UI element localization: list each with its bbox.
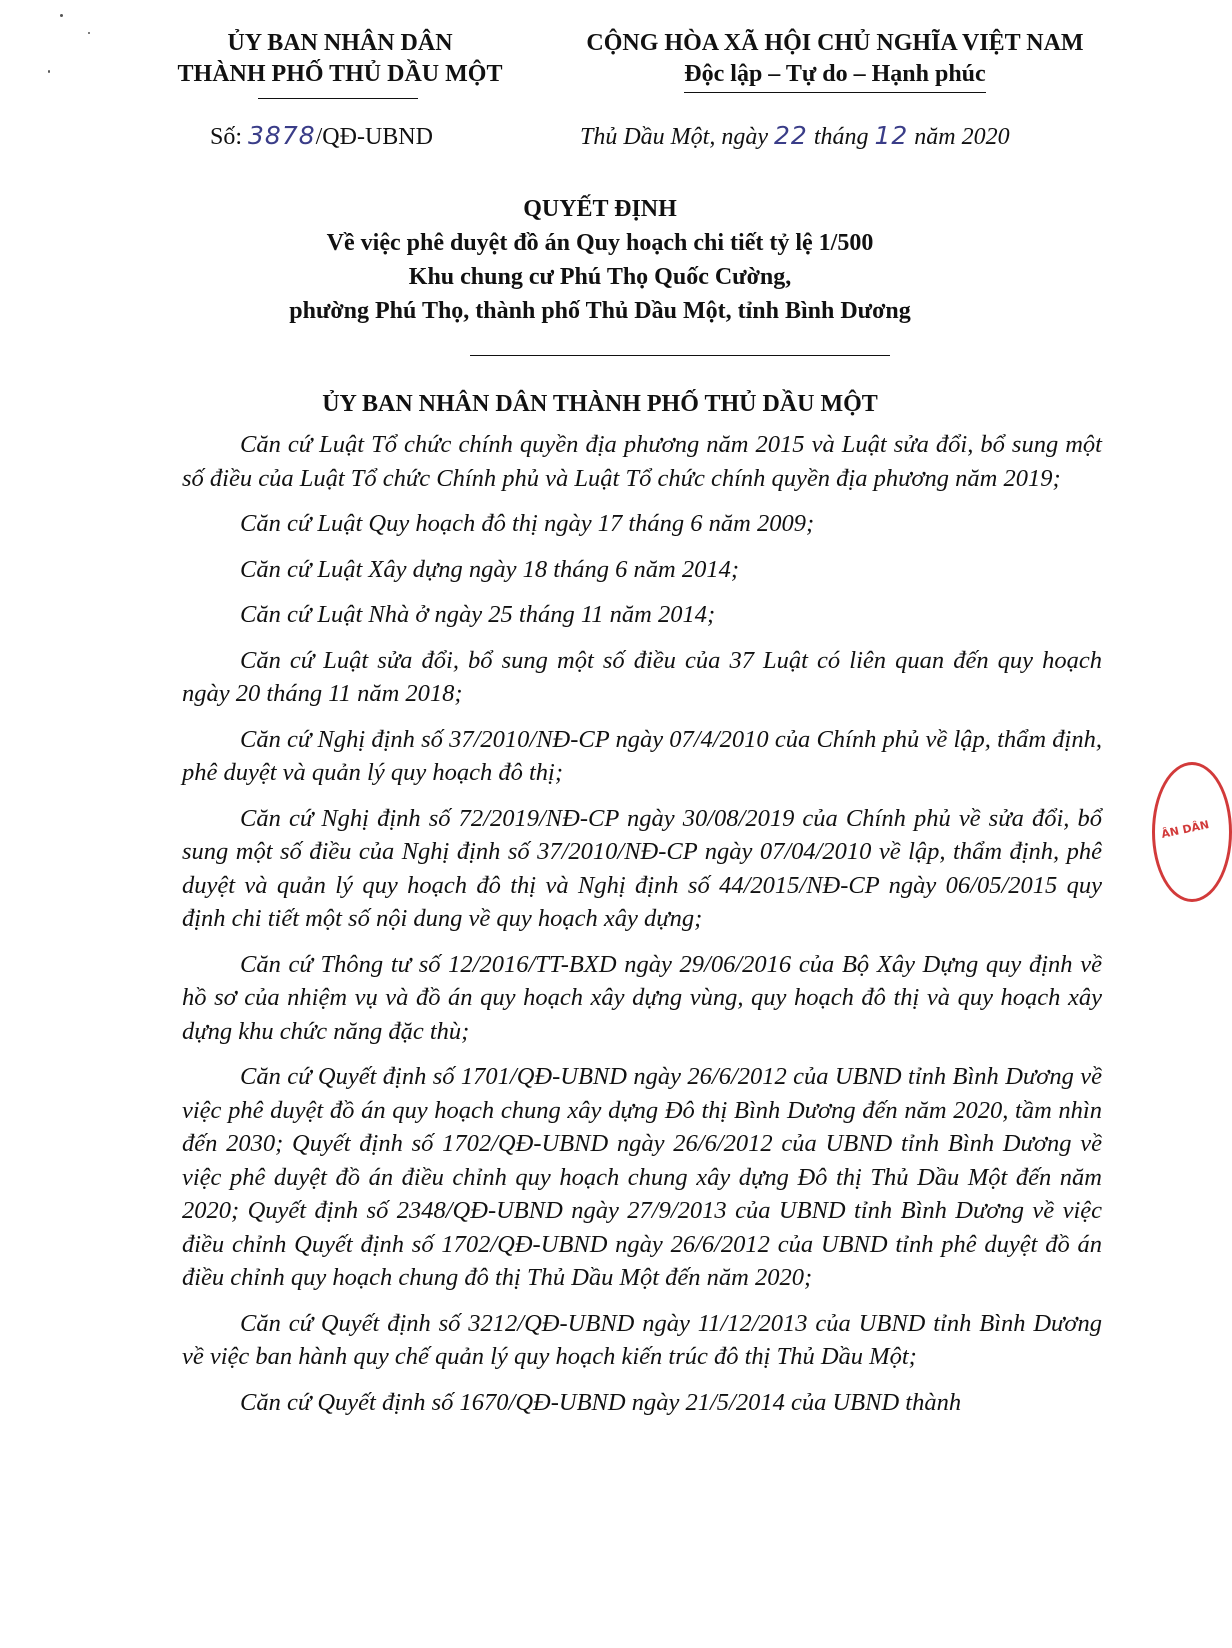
nation-line1: CỘNG HÒA XÃ HỘI CHỦ NGHĨA VIỆT NAM: [586, 30, 1084, 56]
stamp-text: ÂN DÂN: [1160, 818, 1211, 841]
date-day-handwritten: 22: [774, 121, 808, 150]
paragraph: Căn cứ Luật sửa đổi, bổ sung một số điều của 37 Luật có liên quan đến quy hoạch ngày 20 tháng 11 năm 2018;: [182, 646, 1102, 707]
paragraph: Căn cứ Quyết định số 1670/QĐ-UBND ngày 21/5/2014 của UBND thành: [240, 1388, 962, 1416]
decision-title-line1: QUYẾT ĐỊNH: [523, 196, 677, 222]
document-number-suffix: /QĐ-UBND: [315, 124, 433, 150]
agency-underline: [258, 98, 418, 99]
document-date: [580, 120, 1100, 153]
paragraph: Căn cứ Quyết định số 1701/QĐ-UBND ngày 26/6/2012 của UBND tỉnh Bình Dương về việc phê duyệt đồ án quy hoạch chung xây dựng Đô thị Bình Dương đến năm 2020, tầm nhìn đến 2030; Quyết định số 1702/QĐ-UBND ngày 26/6/2012 của UBND tỉnh Bình Dương về việc phê duyệt đồ án điều chỉnh quy hoạch chung xây dựng Đô thị Thủ Dầu Một đến năm 2020; Quyết định số 2348/QĐ-UBND ngày 27/9/2013 của UBND tỉnh Bình Dương về việc điều chỉnh Quyết định số 1702/QĐ-UBND ngày 26/6/2012 của UBND tỉnh phê duyệt đồ án điều chỉnh quy hoạch chung đô thị Thủ Dầu Một đến năm 2020;: [182, 1063, 1102, 1291]
scan-speck: [60, 14, 63, 17]
paragraph: Căn cứ Luật Quy hoạch đô thị ngày 17 tháng 6 năm 2009;: [240, 510, 815, 537]
agency-line1: ỦY BAN NHÂN DÂN: [227, 30, 453, 56]
date-month-label: tháng: [807, 124, 875, 150]
document-number-prefix: Số:: [210, 124, 249, 150]
scan-speck: [48, 70, 50, 73]
document-body: [182, 428, 1102, 1431]
agency-line2: THÀNH PHỐ THỦ DẦU MỘT: [177, 61, 503, 87]
paragraph: Căn cứ Quyết định số 3212/QĐ-UBND ngày 11/12/2013 của UBND tỉnh Bình Dương về việc ban hành quy chế quản lý quy hoạch kiến trúc đô thị Thủ Dầu Một;: [182, 1309, 1102, 1370]
paragraph: Căn cứ Luật Tổ chức chính quyền địa phương năm 2015 và Luật sửa đổi, bổ sung một số điều của Luật Tổ chức Chính phủ và Luật Tổ chức chính quyền địa phương năm 2019;: [182, 431, 1102, 492]
red-seal-stamp: [1152, 762, 1232, 902]
issuing-authority: ỦY BAN NHÂN DÂN THÀNH PHỐ THỦ DẦU MỘT: [322, 391, 878, 417]
decision-title-line4: phường Phú Thọ, thành phố Thủ Dầu Một, tỉnh Bình Dương: [289, 298, 911, 324]
paragraph: Căn cứ Luật Nhà ở ngày 25 tháng 11 năm 2014;: [240, 601, 716, 628]
scan-speck: [88, 32, 90, 34]
date-year: năm 2020: [908, 124, 1010, 150]
paragraph: Căn cứ Nghị định số 72/2019/NĐ-CP ngày 30/08/2019 của Chính phủ về sửa đổi, bổ sung một số điều của Nghị định số 37/2010/NĐ-CP ngày 07/04/2010 về lập, thẩm định, phê duyệt và quản lý quy hoạch đô thị và Nghị định số 44/2015/NĐ-CP ngày 06/05/2015 quy định chi tiết một số nội dung về quy hoạch xây dựng;: [182, 804, 1102, 932]
decision-title: [130, 192, 1070, 328]
paragraph: Căn cứ Thông tư số 12/2016/TT-BXD ngày 29/06/2016 của Bộ Xây Dựng quy định về hồ sơ của nhiệm vụ và đồ án quy hoạch xây dựng vùng, quy hoạch đô thị và quy hoạch xây dựng khu chức năng đặc thù;: [182, 950, 1102, 1045]
date-place: Thủ Dầu Một, ngày: [580, 124, 774, 150]
document-number: [210, 120, 433, 153]
decision-title-line2: Về việc phê duyệt đồ án Quy hoạch chi tiết tỷ lệ 1/500: [326, 230, 874, 256]
paragraph: Căn cứ Nghị định số 37/2010/NĐ-CP ngày 07/4/2010 của Chính phủ về lập, thẩm định, phê duyệt và quản lý quy hoạch đô thị;: [182, 725, 1102, 786]
document-number-handwritten: 3878: [248, 121, 316, 150]
nation-motto: Độc lập – Tự do – Hạnh phúc: [684, 59, 985, 93]
title-divider: [470, 355, 890, 356]
date-month-handwritten: 12: [874, 121, 909, 150]
decision-title-line3: Khu chung cư Phú Thọ Quốc Cường,: [408, 264, 792, 290]
paragraph: Căn cứ Luật Xây dựng ngày 18 tháng 6 năm 2014;: [240, 555, 739, 583]
agency-header: [140, 28, 540, 90]
nation-header: [560, 28, 1110, 93]
